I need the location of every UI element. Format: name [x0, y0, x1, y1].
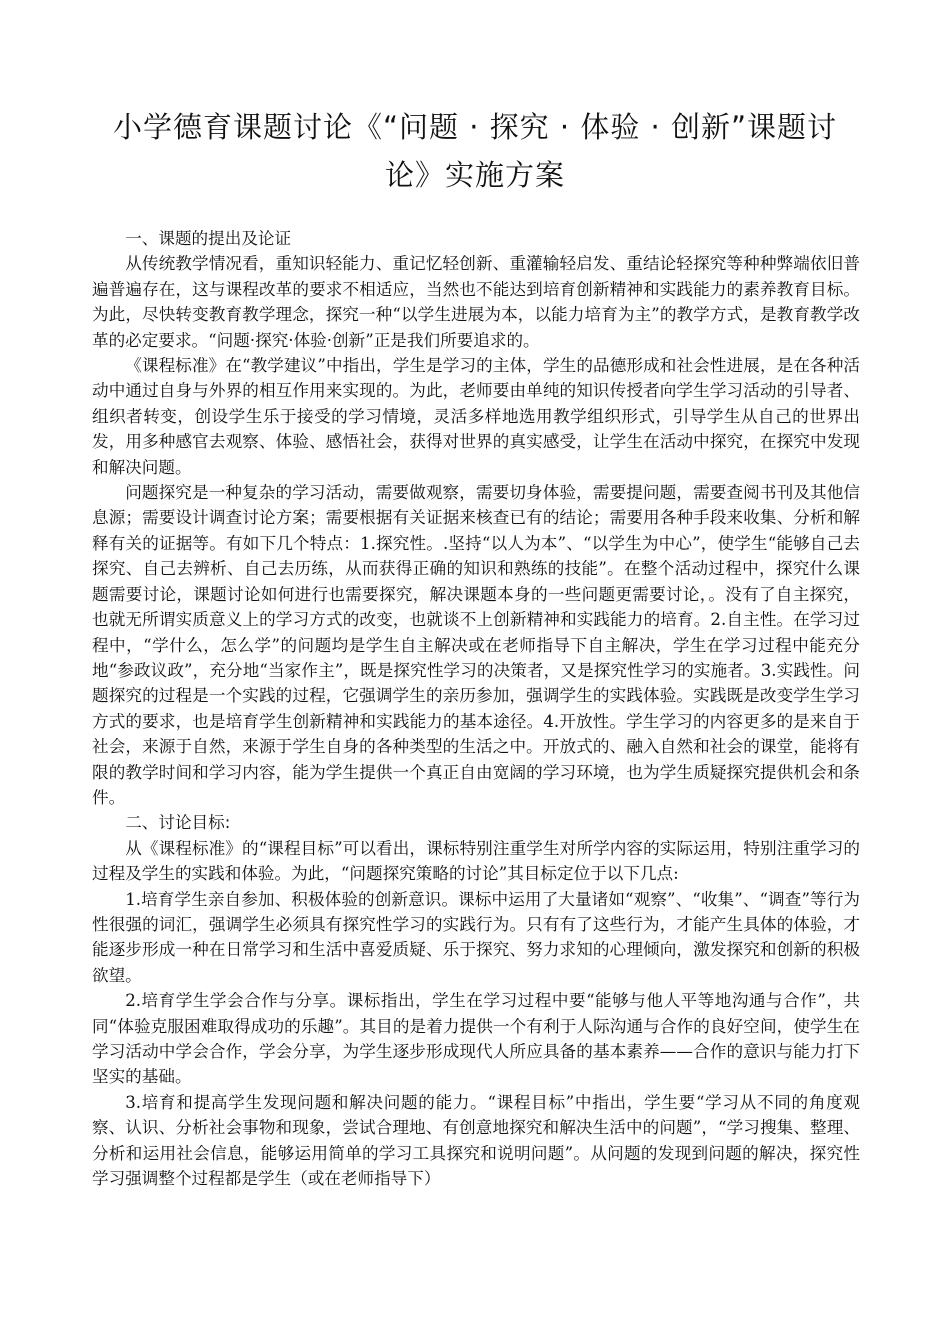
- document-title-line-2: 论》实施方案: [384, 158, 565, 192]
- section-1-paragraph-2: 《课程标准》在“教学建议”中指出，学生是学习的主体，学生的品德形成和社会性进展，是在各种活动中通过自身与外界的相互作用来实现的。为此，老师要由单纯的知识传授者向学生学习活动的引导者、组织者转变，创设学生乐于接受的学习情境，灵活多样地选用教学组织形式，引导学生从自己的世界出发，用多种感官去观察、体验、感悟社会，获得对世界的真实感受，让学生在活动中探究，在探究中发现和解决问题。: [92, 356, 860, 477]
- section-1-heading: 一、课题的提出及论证: [125, 229, 292, 248]
- section-1-paragraph-3: 问题探究是一种复杂的学习活动，需要做观察，需要切身体验，需要提问题，需要查阅书刊及其他信息源；需要设计调查讨论方案；需要根据有关证据来核查已有的结论；需要用各种手段来收集、分析和解释有关的证据等。有如下几个特点：1.探究性。.坚持“以人为本”、“以学生为中心”，使学生“能够自己去探究、自己去辨析、自己去历练，从而获得正确的知识和熟练的技能”。在整个活动过程中，探究什么课题需要讨论，课题讨论如何进行也需要探究，解决课题本身的一些问题更需要讨论，。没有了自主探究，也就无所谓实质意义上的学习方式的改变，也就谈不上创新精神和实践能力的培育。2.自主性。在学习过程中，“学什么，怎么学”的问题均是学生自主解决或在老师指导下自主解决，学生在学习过程中能充分地“参政议政”，充分地“当家作主”，既是探究性学习的决策者，又是探究性学习的实施者。3.实践性。问题探究的过程是一个实践的过程，它强调学生的亲历参加，强调学生的实践体验。实践既是改变学生学习方式的要求，也是培育学生创新精神和实践能力的基本途径。4.开放性。学生学习的内容更多的是来自于社会，来源于自然，来源于学生自身的各种类型的生活之中。开放式的、融入自然和社会的课堂，能将有限的教学时间和学习内容，能为学生提供一个真正自由宽阔的学习环境，也为学生质疑探究提供机会和条件。: [92, 483, 860, 807]
- section-1-paragraph-1: 从传统教学情况看，重知识轻能力、重记忆轻创新、重灌输轻启发、重结论轻探究等种种弊端依旧普遍普遍存在，这与课程改革的要求不相适应，当然也不能达到培育创新精神和实践能力的素养教育目标。为此，尽快转变教育教学理念，探究一种“以学生进展为本，以能力培育为主”的教学方式，是教育教学改革的必定要求。“问题·探究·体验·创新”正是我们所要追求的。: [92, 254, 860, 350]
- section-2-paragraph-4: 3.培育和提高学生发现问题和解决问题的能力。“课程目标”中指出，学生要“学习从不同的角度观察、认识、分析社会事物和现象，尝试合理地、有创意地探究和解决生活中的问题”，“学习搜集、整理、分析和运用社会信息，能够运用简单的学习工具探究和说明问题”。从问题的发现到问题的解决，探究性学习强调整个过程都是学生（或在老师指导下）: [92, 1092, 860, 1189]
- section-2-heading: 二、讨论目标:: [125, 813, 231, 833]
- section-2-paragraph-2: 1.培育学生亲自参加、积极体验的创新意识。课标中运用了大量诸如“观察”、“收集”、“调查”等行为性很强的词汇，强调学生必须具有探究性学习的实践行为。只有有了这些行为，才能产生具体的体验，才能逐步形成一种在日常学习和生活中喜爱质疑、乐于探究、努力求知的心理倾向，激发探究和创新的积极欲望。: [92, 889, 860, 985]
- section-2-paragraph-1: 从《课程标准》的“课程目标”可以看出，课标特别注重学生对所学内容的实际运用，特别注重学习的过程及学生的实践和体验。为此，“问题探究策略的讨论”其目标定位于以下几点:: [92, 838, 860, 884]
- document-title-line-1: 小学德育课题讨论《“问题 · 探究 · 体验 · 创新”课题讨: [112, 110, 837, 144]
- document-body: [92, 226, 860, 1191]
- section-2-paragraph-3: 2.培育学生学会合作与分享。课标指出，学生在学习过程中要“能够与他人平等地沟通与合作”，共同“体验克服困难取得成功的乐趣”。其目的是着力提供一个有利于人际沟通与合作的良好空间，使学生在学习活动中学会合作，学会分享，为学生逐步形成现代人所应具备的基本素养——合作的意识与能力打下坚实的基础。: [92, 991, 860, 1087]
